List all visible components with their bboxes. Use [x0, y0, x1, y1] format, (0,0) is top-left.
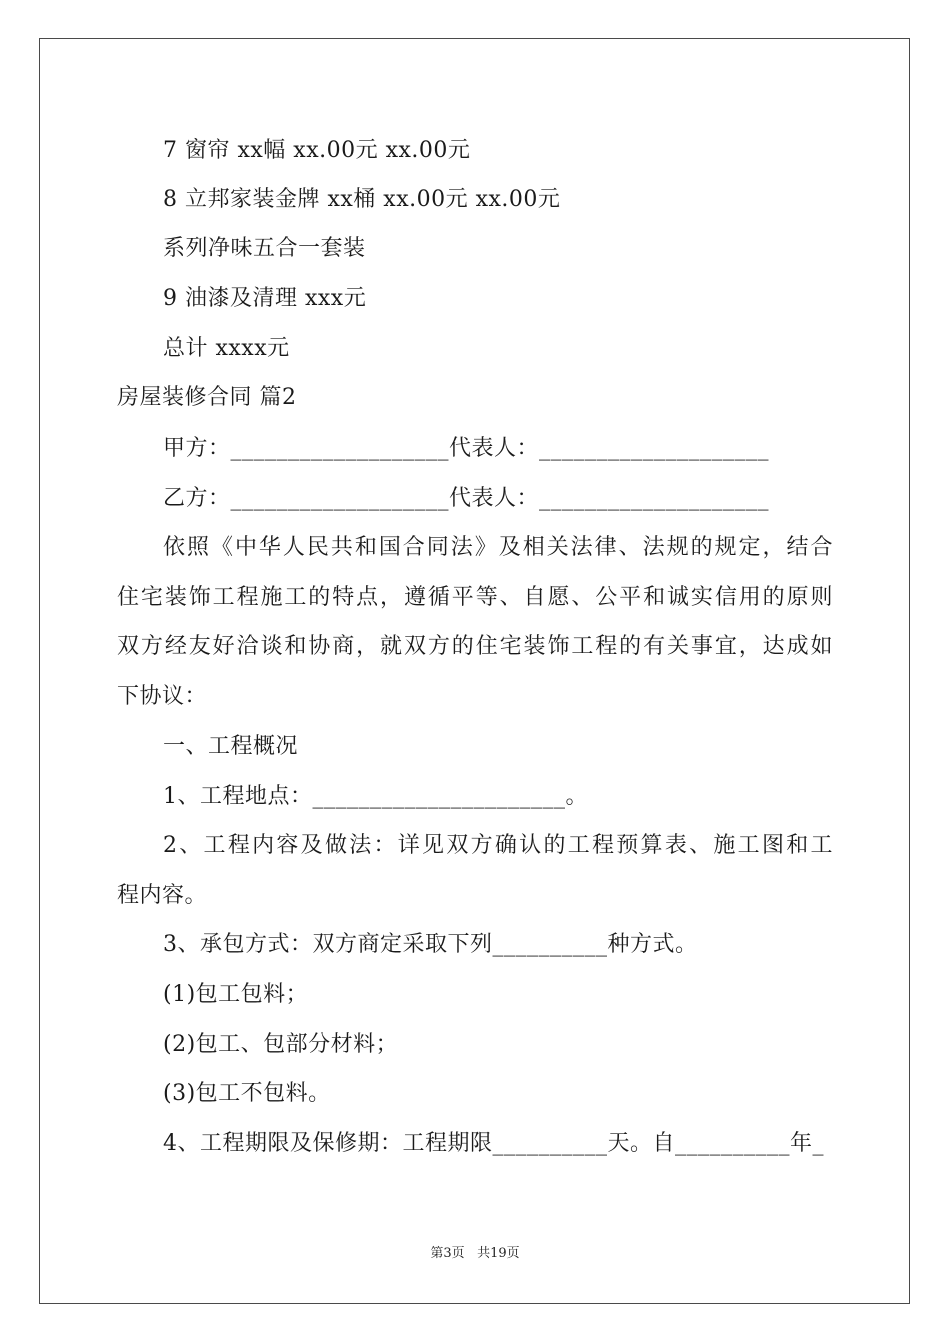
paragraph-line-4: 下协议： [117, 684, 208, 709]
heading-project-overview: 一、工程概况 [163, 734, 299, 759]
section-title: 房屋装修合同 篇2 [117, 385, 297, 410]
paragraph-line-3: 双方经友好洽谈和协商，就双方的住宅装饰工程的有关事宜，达成如 [117, 634, 833, 659]
party-a-line: 甲方：___________________代表人：____________________ [163, 436, 770, 461]
page-border [39, 38, 910, 1304]
paragraph-line-1: 依照《中华人民共和国合同法》及相关法律、法规的规定，结合 [163, 535, 833, 560]
item-line-7: 7 窗帘 xx幅 xx.00元 xx.00元 [163, 138, 471, 163]
paragraph-line-2: 住宅装饰工程施工的特点，遵循平等、自愿、公平和诚实信用的原则 [117, 585, 833, 610]
item-line-9: 9 油漆及清理 xxx元 [163, 286, 367, 311]
clause-2-content: 2、工程内容及做法：详见双方确认的工程预算表、施工图和工 [163, 833, 833, 858]
clause-3-contract-method: 3、承包方式：双方商定采取下列__________种方式。 [163, 932, 698, 957]
party-b-line: 乙方：___________________代表人：____________________ [163, 486, 770, 511]
item-line-8-continued: 系列净味五合一套装 [163, 236, 366, 261]
total-line: 总计 xxxx元 [163, 336, 290, 361]
page-number: 第3页 [430, 1246, 465, 1261]
page-total: 共19页 [477, 1246, 520, 1261]
option-3: (3)包工不包料。 [163, 1081, 331, 1106]
option-1: (1)包工包料； [163, 982, 309, 1007]
clause-2-continued: 程内容。 [117, 883, 208, 908]
clause-4-duration: 4、工程期限及保修期：工程期限__________天。自__________年_ [163, 1131, 824, 1156]
clause-1-location: 1、工程地点：______________________。 [163, 784, 588, 809]
option-2: (2)包工、包部分材料； [163, 1032, 399, 1057]
item-line-8: 8 立邦家装金牌 xx桶 xx.00元 xx.00元 [163, 187, 561, 212]
page-footer [0, 1245, 950, 1263]
